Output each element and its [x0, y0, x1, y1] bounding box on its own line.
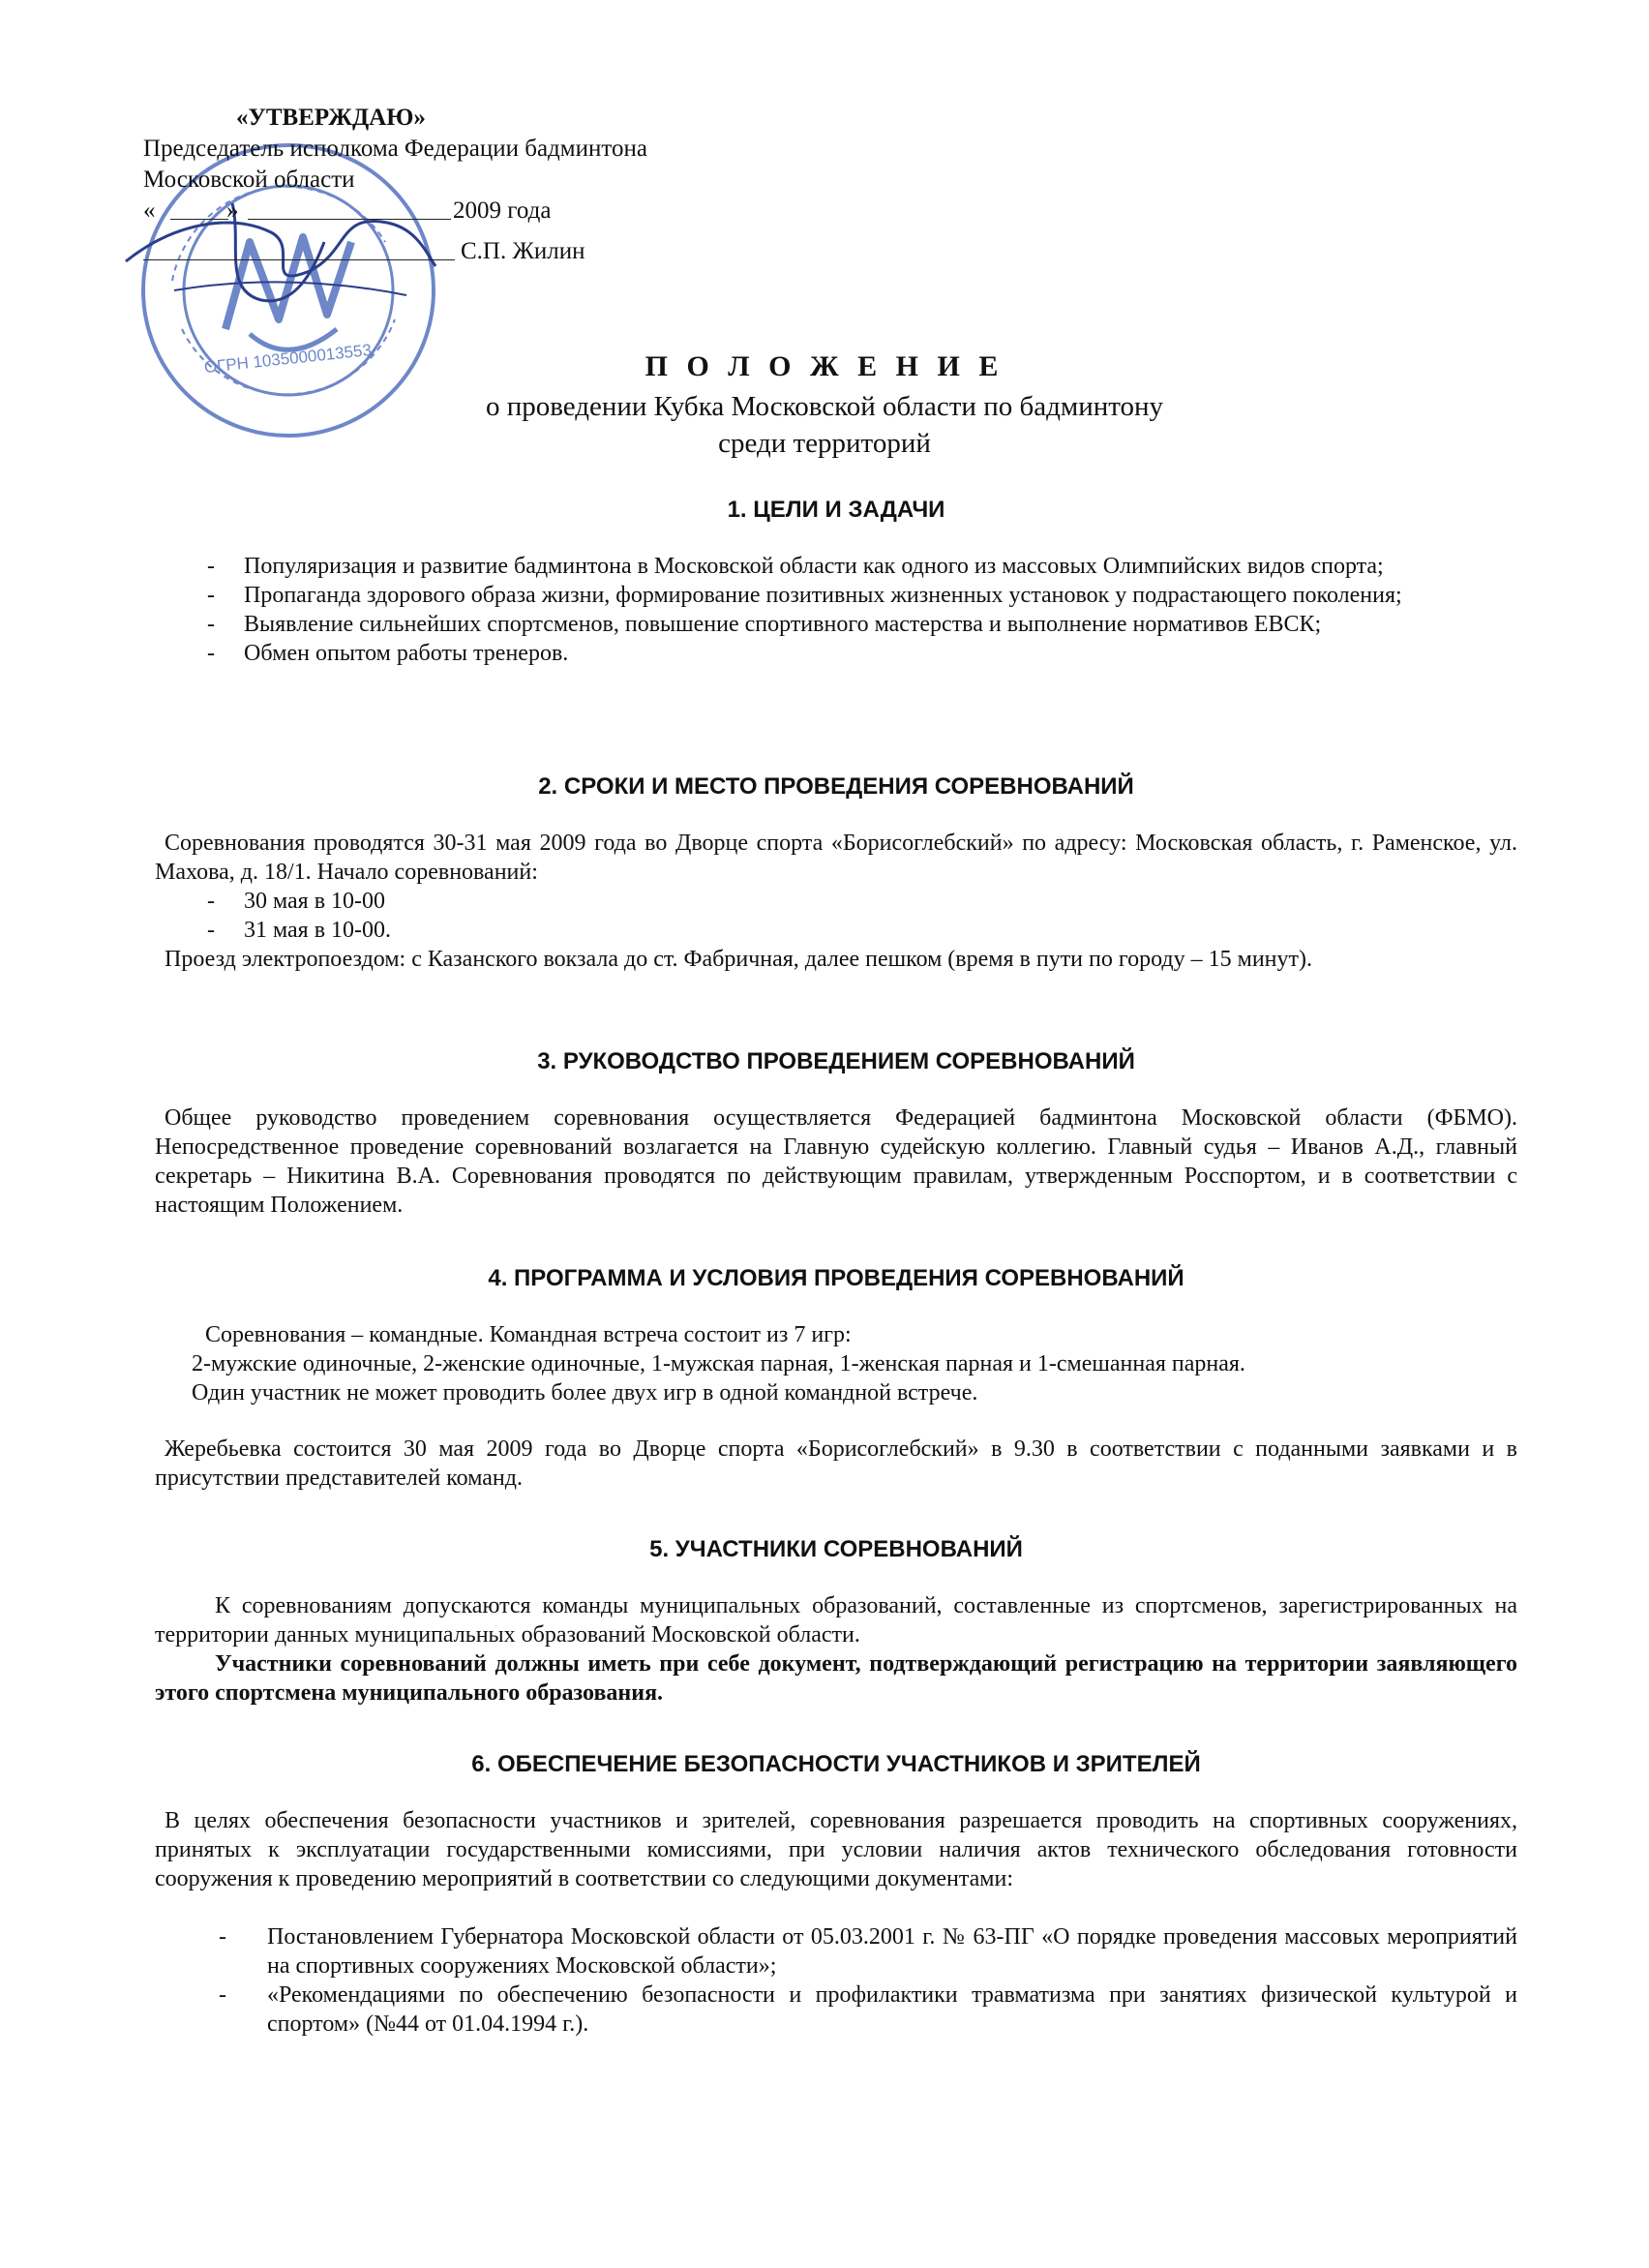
section-3-text: Общее руководство проведением соревнования осуществляется Федерацией бадминтона Московской области (ФБМО). Непосредственное проведение соревнований возлагается на Главную судейскую коллегию. Главный судья – Иванов А.Д., главный секретарь – Никитина В.А. Соревнования проводятся по действующим правилам, утвержденным Росспортом, и в соответствии с настоящим Положением. — [155, 1105, 1517, 1218]
section-4-draw: Жеребьевка состоится 30 мая 2009 года во Дворце спорта «Борисоглебский» в 9.30 в соответствии с поданными заявками и в присутствии представителей команд. — [155, 1436, 1517, 1491]
section-1-heading: 1. ЦЕЛИ И ЗАДАЧИ — [727, 497, 945, 523]
list-item: - «Рекомендациями по обеспечению безопасности и профилактики травматизма при занятиях физической культурой и спортом» (№44 от 01.04.1994 г.). — [219, 1982, 1517, 2037]
section-2-times — [155, 887, 1517, 945]
date-quote-close: » — [226, 197, 239, 224]
section-5-heading: 5. УЧАСТНИКИ СОРЕВНОВАНИЙ — [649, 1536, 1023, 1562]
list-item: - 31 мая в 10-00. — [207, 918, 392, 943]
approval-position-line1: Председатель исполкома Федерации бадминтона — [143, 136, 647, 162]
list-item-text: Популяризация и развитие бадминтона в Московской области как одного из массовых Олимпийских видов спорта; — [244, 554, 1384, 579]
section-5-text: К соревнованиям допускаются команды муниципальных образований, составленные из спортсменов, зарегистрированных на территории данных муниципальных образований Московской области. — [155, 1593, 1517, 1648]
list-item-text: «Рекомендациями по обеспечению безопасности и профилактики травматизма при занятиях физической культурой и спортом» (№44 от 01.04.1994 г.). — [267, 1982, 1517, 2037]
section-3-heading: 3. РУКОВОДСТВО ПРОВЕДЕНИЕМ СОРЕВНОВАНИЙ — [537, 1048, 1135, 1074]
section-4-line2: 2-мужские одиночные, 2-женские одиночные, 1-мужская парная, 1-женская парная и 1-смешанная парная. — [192, 1351, 1245, 1376]
date-day-blank — [170, 219, 228, 220]
list-item: - Пропаганда здорового образа жизни, формирование позитивных жизненных установок у подрастающего поколения; — [207, 583, 1402, 608]
section-4-line3: Один участник не может проводить более двух игр в одной командной встрече. — [192, 1380, 978, 1406]
section-6-list — [155, 1922, 1517, 2039]
section-4-line1: Соревнования – командные. Командная встреча состоит из 7 игр: — [205, 1322, 852, 1347]
list-item-text: 31 мая в 10-00. — [244, 918, 392, 943]
document-subtitle-line1: о проведении Кубка Московской области по бадминтону — [485, 391, 1164, 422]
list-item-text: Выявление сильнейших спортсменов, повышение спортивного мастерства и выполнение нормативов ЕВСК; — [244, 612, 1322, 637]
list-item-text: 30 мая в 10-00 — [244, 889, 386, 914]
section-2-intro: Соревнования проводятся 30-31 мая 2009 года во Дворце спорта «Борисоглебский» по адресу: Московская область, г. Раменское, ул. Махова, д. 18/1. Начало соревнований: — [155, 831, 1517, 885]
date-month-blank — [248, 219, 451, 220]
section-2-heading: 2. СРОКИ И МЕСТО ПРОВЕДЕНИЯ СОРЕВНОВАНИЙ — [538, 773, 1134, 800]
list-item-text: Обмен опытом работы тренеров. — [244, 641, 569, 666]
list-item-text: Пропаганда здорового образа жизни, формирование позитивных жизненных установок у подрастающего поколения; — [244, 583, 1402, 608]
signature-line — [143, 259, 455, 260]
list-item: - Популяризация и развитие бадминтона в Московской области как одного из массовых Олимпийских видов спорта; — [207, 554, 1384, 579]
section-5-bold-text: Участники соревнований должны иметь при себе документ, подтверждающий регистрацию на территории заявляющего этого спортсмена муниципального образования. — [155, 1651, 1517, 1706]
section-4-heading: 4. ПРОГРАММА И УСЛОВИЯ ПРОВЕДЕНИЯ СОРЕВНОВАНИЙ — [488, 1265, 1184, 1291]
approval-date-line — [143, 196, 724, 227]
section-1-list — [155, 552, 1517, 668]
approval-position-line2: Московской области — [143, 166, 355, 193]
document-title: П О Л О Ж Е Н И Е — [645, 350, 1004, 382]
document-subtitle-line2: среди территорий — [718, 428, 931, 459]
list-item: - Обмен опытом работы тренеров. — [207, 641, 569, 666]
approval-title: «УТВЕРЖДАЮ» — [236, 105, 426, 131]
date-quote-open: « — [143, 197, 156, 224]
list-item: - Постановлением Губернатора Московской области от 05.03.2001 г. № 63-ПГ «О порядке проведения массовых мероприятий на спортивных сооружениях Московской области»; — [219, 1924, 1517, 1979]
section-6-heading: 6. ОБЕСПЕЧЕНИЕ БЕЗОПАСНОСТИ УЧАСТНИКОВ И ЗРИТЕЛЕЙ — [471, 1751, 1201, 1777]
list-item-text: Постановлением Губернатора Московской области от 05.03.2001 г. № 63-ПГ «О порядке проведения массовых мероприятий на спортивных сооружениях Московской области»; — [267, 1924, 1517, 1979]
section-2-travel: Проезд электропоездом: с Казанского вокзала до ст. Фабричная, далее пешком (время в пути по городу – 15 минут). — [165, 947, 1312, 972]
section-6-text: В целях обеспечения безопасности участников и зрителей, соревнования разрешается проводить на спортивных сооружениях, принятых к эксплуатации государственными комиссиями, при условии наличия актов технического обследования готовности сооружения к проведению мероприятий в соответствии со следующими документами: — [155, 1808, 1517, 1891]
signer-name: С.П. Жилин — [461, 238, 585, 264]
list-item: - 30 мая в 10-00 — [207, 889, 386, 914]
list-item: - Выявление сильнейших спортсменов, повышение спортивного мастерства и выполнение нормативов ЕВСК; — [207, 612, 1322, 637]
stamp-ogrn-text: ОГРН 1035000013553 — [203, 341, 373, 378]
date-year-text: 2009 года — [453, 197, 552, 224]
